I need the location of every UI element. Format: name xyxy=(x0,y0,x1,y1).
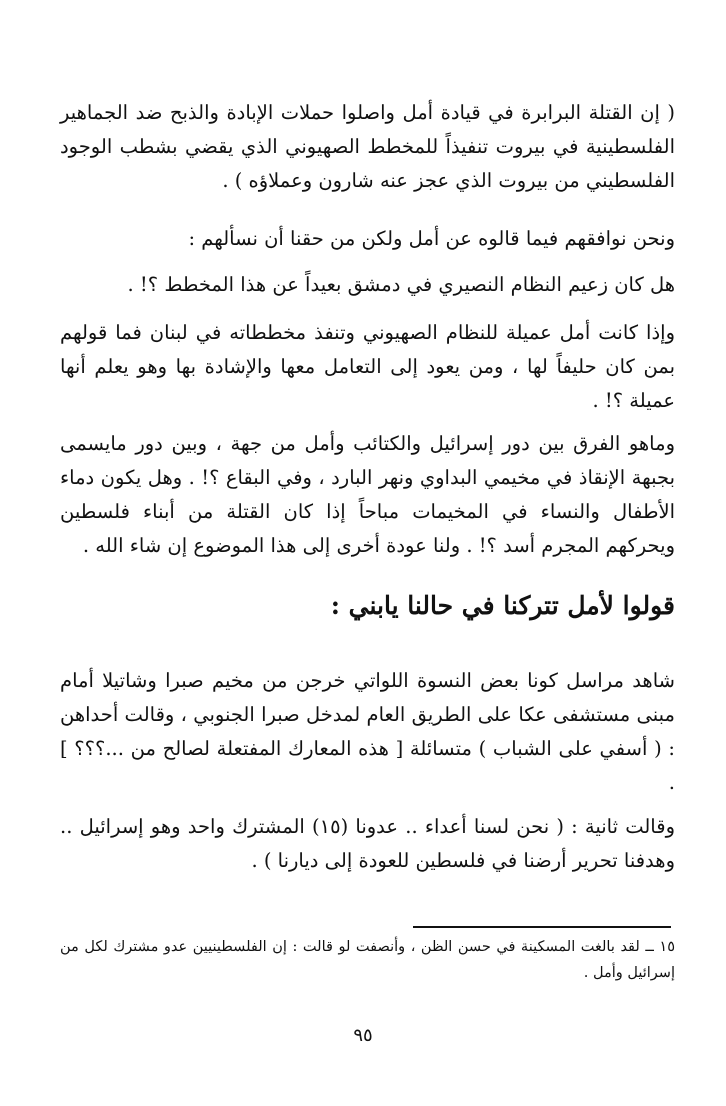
paragraph-we-agree: ونحن نوافقهم فيما قالوه عن أمل ولكن من حقنا أن نسألهم : xyxy=(188,227,675,250)
paragraph-difference: وماهو الفرق بين دور إسرائيل والكتائب وأمل من جهة ، وبين دور مايسمى بجبهة الإنقاذ في مخيمي البداوي ونهر البارد ، وفي البقاع ؟! . وهل يكون دماء الأطفال والنساء في المخيمات مباحاً إذا كان القتلة من أبناء فلسطين ويحركهم المجرم أسد ؟! . ولنا عودة أخرى إلى هذا الموضوع إن شاء الله . xyxy=(60,432,675,557)
paragraph-kuna-reporter: شاهد مراسل كونا بعض النسوة اللواتي خرجن من مخيم صبرا وشاتيلا أمام مبنى مستشفى عكا على الطريق العام لمدخل صبرا الجنوبي ، وقالت أحداهن : ( أسفي على الشباب ) متسائلة [ هذه المعارك المفتعلة لصالح من ...؟؟؟ ] . xyxy=(60,669,675,794)
footnote-divider xyxy=(413,926,671,928)
footnote-15: ١٥ ــ لقد بالغت المسكينة في حسن الظن ، وأنصفت لو قالت : إن الفلسطينيين عدو مشترك لكل من إسرائيل وأمل . xyxy=(60,939,675,981)
paragraph-second-woman: وقالت ثانية : ( نحن لسنا أعداء .. عدونا (١٥) المشترك واحد وهو إسرائيل .. وهدفنا تحرير أرضنا في فلسطين للعودة إلى ديارنا ) . xyxy=(60,815,675,872)
page-number: ٩٥ xyxy=(353,1025,373,1046)
paragraph-amal-agent: وإذا كانت أمل عميلة للنظام الصهيوني وتنفذ مخططاته في لبنان فما قولهم بمن كان حليفاً لها ، ومن يعود إلى التعامل معها والإشادة بها وهو يعلم أنها عميلة ؟! . xyxy=(60,321,675,412)
paragraph-quote-amal-massacres: ( إن القتلة البرابرة في قيادة أمل واصلوا حملات الإبادة والذبح ضد الجماهير الفلسطينية في بيروت تنفيذاً للمخطط الصهيوني الذي يقضي بشطب الوجود الفلسطيني من بيروت الذي عجز عنه شارون وعملاؤه ) . xyxy=(60,101,675,192)
section-heading: قولوا لأمل تتركنا في حالنا يابني : xyxy=(330,591,675,620)
paragraph-question-damascus: هل كان زعيم النظام النصيري في دمشق بعيداً عن هذا المخطط ؟! . xyxy=(127,273,675,296)
